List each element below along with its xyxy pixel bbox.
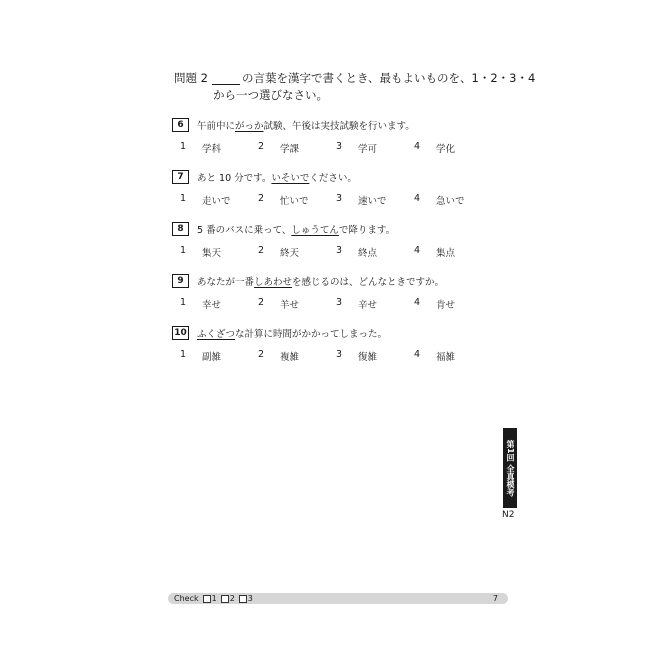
option-1[interactable] [180,297,258,311]
option-4[interactable] [414,141,492,155]
check-box-2[interactable] [221,593,235,604]
option-2[interactable] [258,193,336,207]
underlined-target: しゅうてん [291,225,339,236]
checkbox-label: 1 [211,594,217,603]
option-3[interactable] [336,349,414,363]
instruction-line-1: の言葉を漢字で書くとき、最もよいものを、1・2・3・4 [242,71,536,85]
option-3[interactable] [336,245,414,259]
option-number: 3 [336,193,343,204]
options-row [172,193,492,207]
option-text: 急いで [436,196,465,207]
side-tab: 第1回 全真模考 [503,428,517,508]
option-text: 集点 [436,248,456,259]
option-3[interactable] [336,297,414,311]
options-row [172,245,492,259]
option-number: 1 [180,297,187,308]
question-number: 6 [172,118,189,132]
check-label: Check [174,594,199,603]
question-text-before: 午前中に [197,121,236,132]
option-4[interactable] [414,245,492,259]
question-number: 9 [172,274,189,288]
option-4[interactable] [414,193,492,207]
option-text: 終天 [280,248,300,259]
option-4[interactable] [414,297,492,311]
option-number: 3 [336,141,343,152]
instruction-line-2: から一つ選びなさい。 [213,88,328,102]
question-8 [172,222,492,259]
option-number: 2 [258,245,265,256]
option-text: 辛せ [358,300,378,311]
option-number: 2 [258,349,265,360]
question-7 [172,170,492,207]
question-text-after: ください。 [309,173,357,184]
blank-underline [212,73,240,85]
question-text-before: あなたが一番 [197,277,255,288]
options-row [172,349,492,363]
option-3[interactable] [336,141,414,155]
checkbox-square [203,595,211,603]
question-number: 7 [172,170,189,184]
option-2[interactable] [258,141,336,155]
underlined-target: いそいで [271,173,310,184]
option-text: 学可 [358,144,378,155]
question-6 [172,118,492,155]
check-area [174,593,253,604]
option-number: 3 [336,297,343,308]
options-row [172,141,492,155]
option-text: 終点 [358,248,378,259]
question-number: 10 [172,326,189,340]
question-text-before: あと 10 分です。 [197,173,272,184]
option-2[interactable] [258,297,336,311]
underlined-target: ふくざつ [197,329,236,340]
option-text: 忙いで [280,196,309,207]
option-4[interactable] [414,349,492,363]
option-1[interactable] [180,193,258,207]
question-text-after: で降ります。 [338,225,396,236]
check-box-1[interactable] [203,593,217,604]
option-text: 集天 [202,248,222,259]
level-label: N2 [502,510,515,520]
option-text: 復雑 [358,352,378,363]
option-number: 1 [180,193,187,204]
option-number: 2 [258,141,265,152]
option-number: 3 [336,245,343,256]
footer-bar [168,593,508,604]
option-text: 羊せ [280,300,300,311]
option-text: 速いで [358,196,387,207]
question-text-after: 試験、午後は実技試験を行います。 [263,121,415,132]
option-number: 1 [180,245,187,256]
question-10 [172,326,492,363]
question-number: 8 [172,222,189,236]
options-row [172,297,492,311]
option-number: 4 [414,245,421,256]
option-text: 学科 [202,144,222,155]
option-number: 2 [258,193,265,204]
option-text: 学課 [280,144,300,155]
question-text-before: 5 番のバスに乗って、 [197,225,292,236]
question-9 [172,274,492,311]
option-number: 4 [414,349,421,360]
instruction-header [174,70,535,104]
option-text: 幸せ [202,300,222,311]
option-1[interactable] [180,141,258,155]
checkbox-square [239,595,247,603]
option-number: 1 [180,349,187,360]
checkbox-square [221,595,229,603]
option-3[interactable] [336,193,414,207]
option-text: 走いで [202,196,231,207]
option-text: 学化 [436,144,456,155]
option-number: 2 [258,297,265,308]
option-text: 肯せ [436,300,456,311]
question-text-after: を感じるのは、どんなときですか。 [292,277,445,288]
option-2[interactable] [258,349,336,363]
problem-number: 問題 2 [174,71,208,85]
option-text: 福雑 [436,352,456,363]
question-text-after: な計算に時間がかかってしまった。 [235,329,388,340]
underlined-target: がっか [235,121,264,132]
checkbox-label: 2 [229,594,235,603]
option-text: 複雑 [280,352,300,363]
page-number: 7 [492,594,498,603]
option-number: 4 [414,297,421,308]
check-box-3[interactable] [239,593,253,604]
option-2[interactable] [258,245,336,259]
option-number: 4 [414,193,421,204]
checkbox-label: 3 [247,594,253,603]
underlined-target: しあわせ [254,277,293,288]
option-text: 副雑 [202,352,222,363]
option-1[interactable] [180,349,258,363]
option-number: 3 [336,349,343,360]
option-number: 1 [180,141,187,152]
option-1[interactable] [180,245,258,259]
option-number: 4 [414,141,421,152]
